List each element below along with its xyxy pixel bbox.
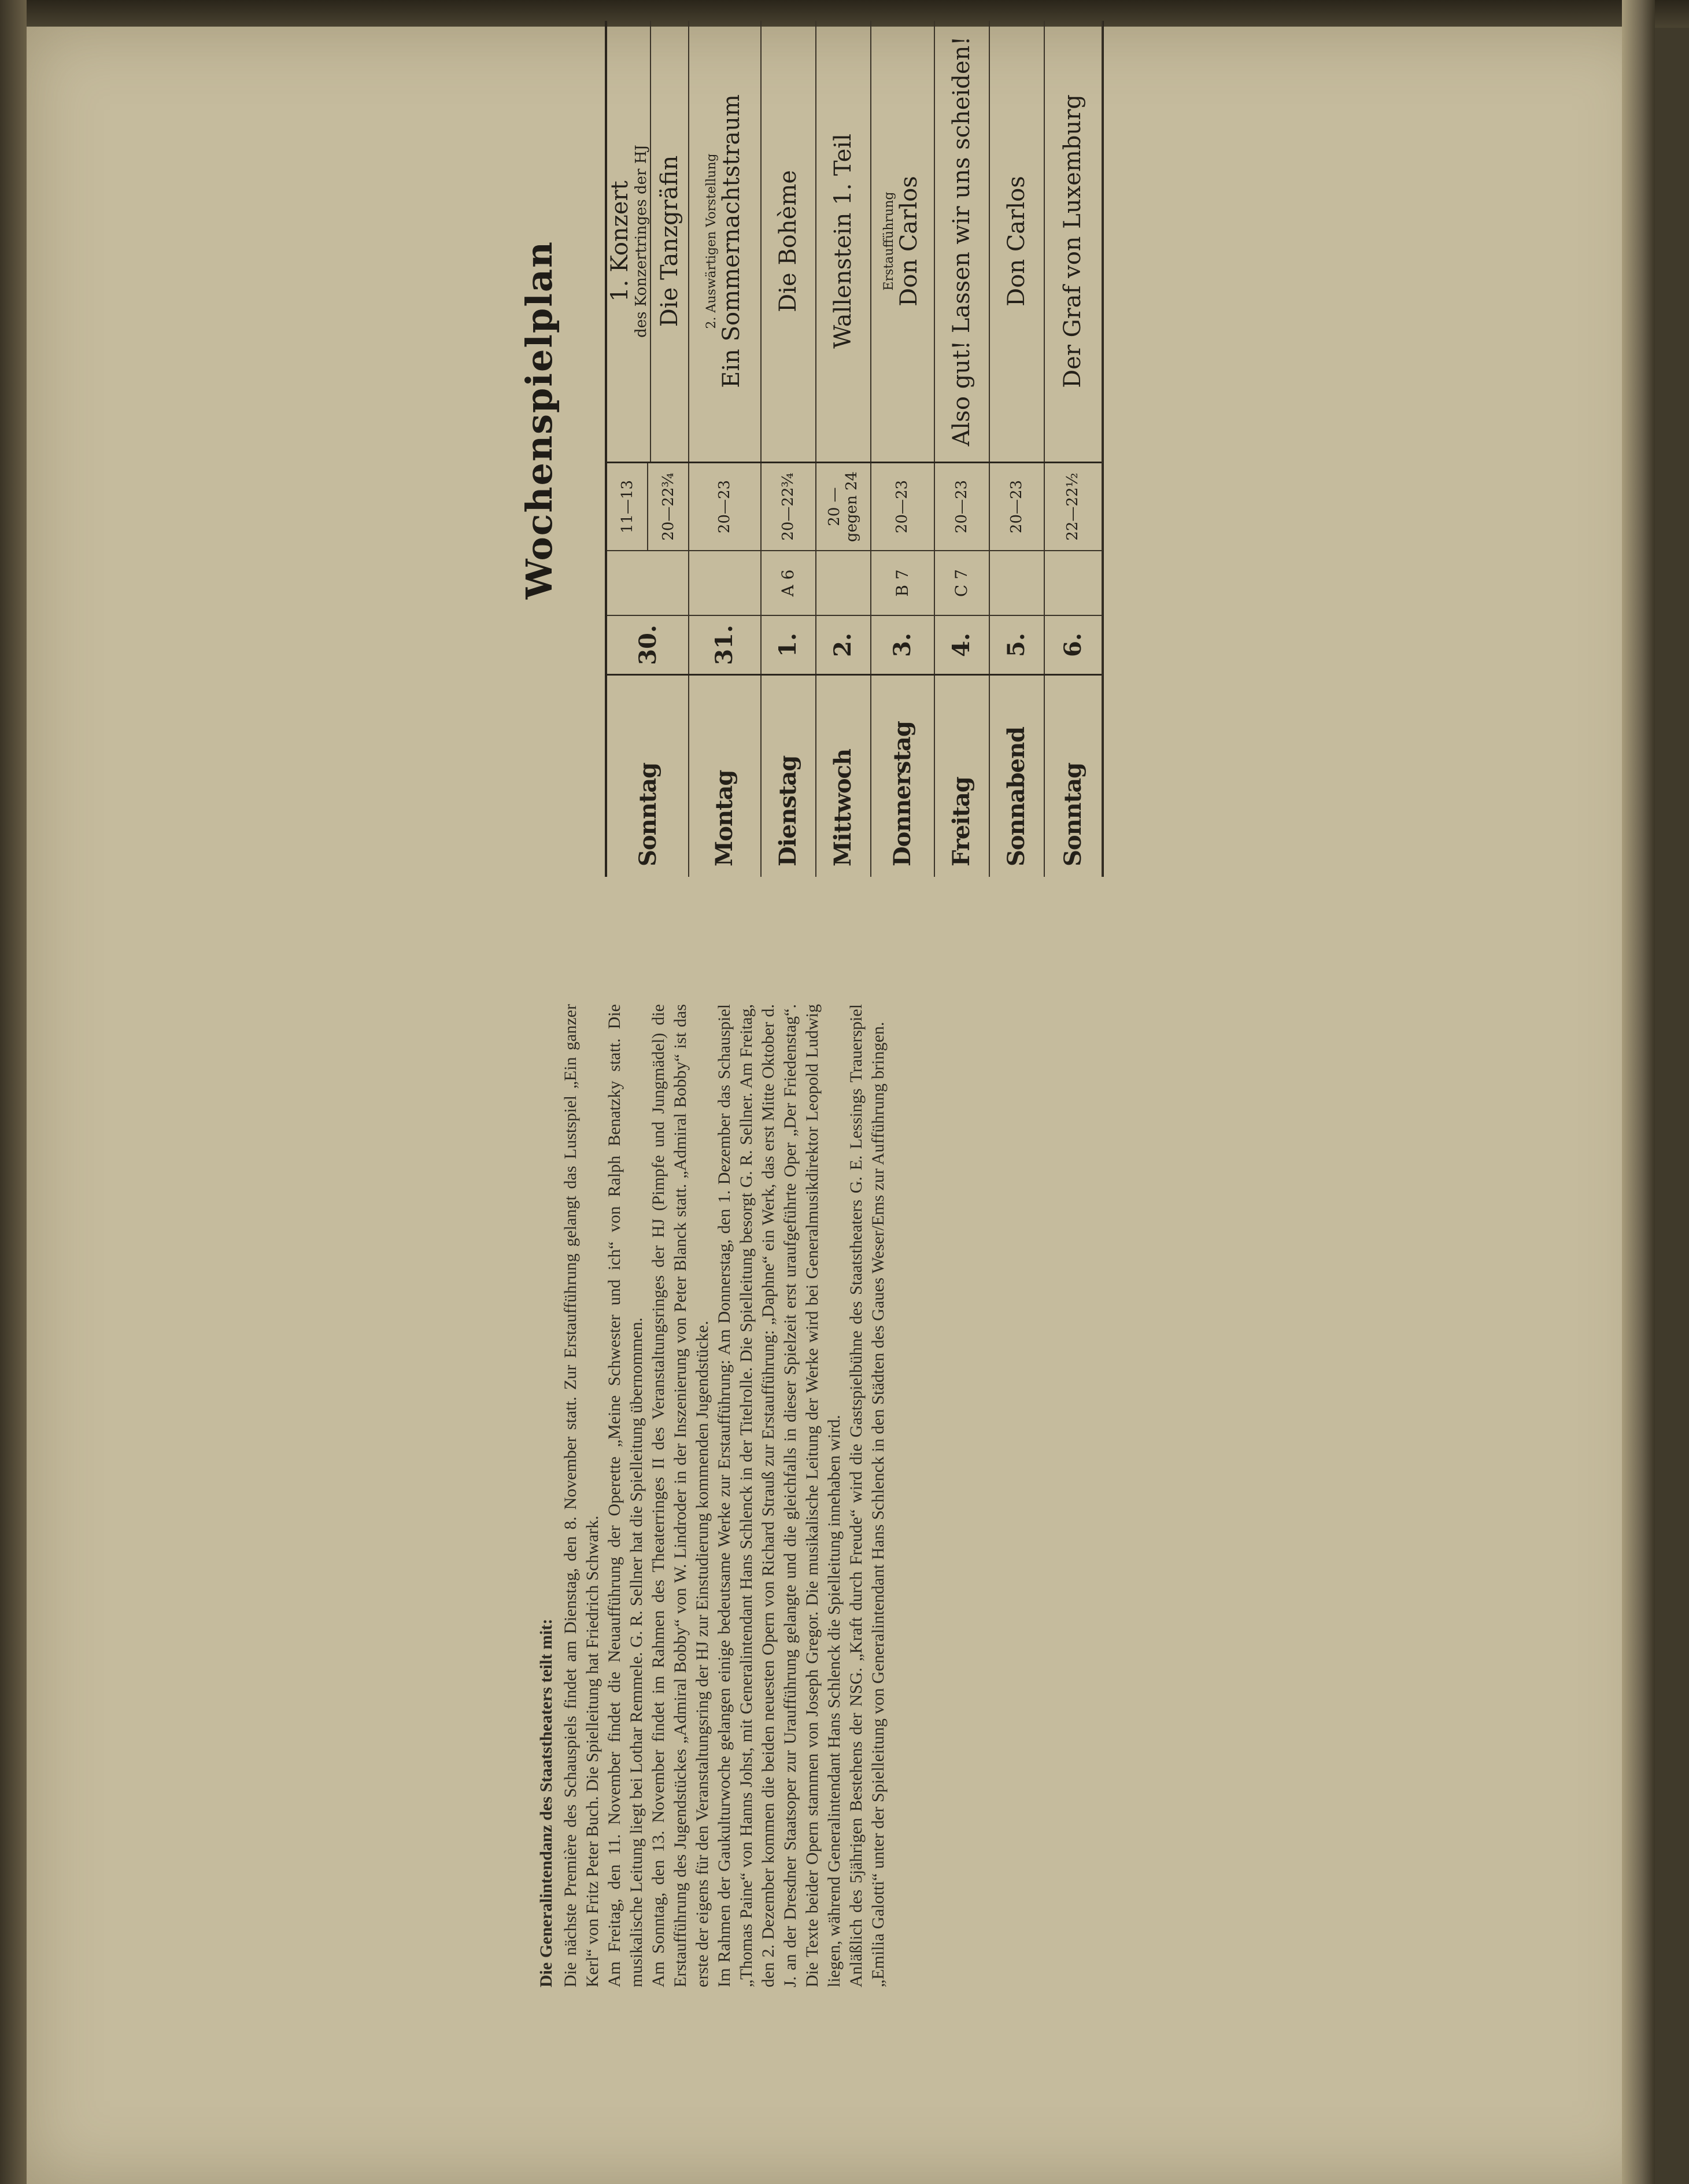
schedule-title: Die Bohème [774, 170, 801, 312]
schedule-code [989, 550, 1044, 615]
schedule-day: Sonntag [1044, 674, 1102, 877]
schedule-date: 5. [989, 615, 1044, 674]
schedule-date: 30. [607, 615, 688, 674]
schedule-time-cell [989, 462, 1044, 550]
schedule-time-cell [1044, 462, 1102, 550]
schedule-date: 31. [688, 615, 760, 674]
schedule-date: 2. [815, 615, 870, 674]
plan-title: Wochenspielplan [518, 240, 560, 600]
article-paragraph: Am Freitag, den 11. November findet die Neuaufführung der Operette „Meine Schwester und ich“ von Ralph Benatzky statt. Die musikalische Leitung liegt bei Lothar Remmele. G. R. Sellner hat die Spielleitung übernommen. [605, 1004, 646, 1987]
schedule-title-cell [688, 21, 760, 462]
schedule-time-cell [815, 462, 870, 550]
paper-page [27, 27, 1655, 2184]
weekly-schedule-table [605, 21, 1104, 877]
schedule-code: A 6 [760, 550, 815, 615]
schedule-row [1044, 21, 1103, 877]
schedule-title-cell [607, 21, 688, 462]
schedule-title-cell [815, 21, 870, 462]
schedule-day: Montag [688, 674, 760, 877]
schedule-row [760, 21, 816, 877]
schedule-row [815, 21, 871, 877]
schedule-time: 20 — gegen 24 [825, 471, 860, 543]
schedule-title: 1. Konzert [607, 180, 633, 302]
rotated-page-content [27, 27, 1655, 2184]
schedule-title-cell [989, 21, 1044, 462]
schedule-date: 1. [760, 615, 815, 674]
schedule-subtitle: des Konzertringes der HJ [633, 145, 650, 338]
schedule-code [607, 550, 688, 615]
schedule-row [607, 21, 689, 877]
schedule-time-cell [607, 462, 688, 550]
schedule-code [1044, 550, 1102, 615]
book-spine [1622, 0, 1655, 2184]
schedule-day: Sonnabend [989, 674, 1044, 877]
schedule-code: B 7 [870, 550, 934, 615]
schedule-note: 2. Auswärtigen Vorstellung [704, 153, 719, 329]
schedule-date: 3. [870, 615, 934, 674]
schedule-title: Also gut! Lassen wir uns scheiden! [948, 36, 975, 447]
schedule-title-cell [870, 21, 934, 462]
schedule-time-cell [870, 462, 934, 550]
schedule-date: 6. [1044, 615, 1102, 674]
schedule-time: 20—23 [893, 479, 911, 534]
schedule-title: Ein Sommernachtstraum [718, 94, 745, 388]
schedule-title-block [650, 21, 688, 462]
schedule-day: Freitag [934, 674, 989, 877]
schedule-title-cell [760, 21, 815, 462]
schedule-title: Die Tanzgräfin [656, 155, 683, 327]
schedule-code [688, 550, 760, 615]
article-paragraph: Anläßlich des 5jährigen Bestehens der NSG. „Kraft durch Freude“ wird die Gastspielbühne des Staatstheaters G. E. Lessings Trauerspiel „Emilia Galotti“ unter der Spielleitung von Generalintendant Hans Schlenck in den Städten des Gaues Weser/Ems zur Aufführung bringen. [847, 1004, 888, 1987]
schedule-row [688, 21, 762, 877]
schedule-title: Don Carlos [896, 176, 922, 307]
schedule-time: 22—22½ [1064, 473, 1081, 541]
schedule-time-cell [688, 462, 760, 550]
schedule-row [934, 21, 990, 877]
schedule-time: 11—13 [618, 479, 636, 534]
schedule-day: Mittwoch [815, 674, 870, 877]
announcement-article [535, 1004, 889, 1987]
schedule-code: C 7 [934, 550, 989, 615]
schedule-title: Wallenstein 1. Teil [829, 134, 856, 349]
schedule-time: 20—22¾ [647, 463, 688, 550]
schedule-title: Der Graf von Luxemburg [1059, 94, 1086, 388]
schedule-time: 20—22¾ [779, 473, 797, 541]
article-paragraph: Am Sonntag, den 13. November findet im Rahmen des Theaterringes II des Veranstaltungsringes der HJ (Pimpfe und Jungmädel) die Erstaufführung des Jugendstückes „Admiral Bobby“ von W. Lindroder in der Inszenierung von Peter Blanck statt. „Admiral Bobby“ ist das erste der eigens für den Veranstaltungsring der HJ zur Einstudierung kommenden Jugendstücke. [649, 1004, 712, 1987]
schedule-time-cell [934, 462, 989, 550]
schedule-title-cell [934, 21, 989, 462]
schedule-row [989, 21, 1045, 877]
schedule-title-cell [1044, 21, 1102, 462]
schedule-day: Donnerstag [870, 674, 934, 877]
article-paragraph: Im Rahmen der Gaukulturwoche gelangen einige bedeutsame Werke zur Erstaufführung: Am Donnerstag, den 1. Dezember das Schauspiel „Thomas Paine“ von Hanns Johst, mit Generalintendant Hans Schlenck in der Titelrolle. Die Spielleitung besorgt G. R. Sellner. Am Freitag, den 2. Dezember kommen die beiden neuesten Opern von Richard Strauß zur Erstaufführung: „Daphne“ ein Werk, das erst Mitte Oktober d. J. an der Dresdner Staatsoper zur Uraufführung gelangte und die gleichfalls in dieser Spielzeit erst uraufgeführte Oper „Der Friedenstag“. Die Texte beider Opern stammen von Joseph Gregor. Die musikalische Leitung der Werke wird bei Generalmusikdirektor Leopold Ludwig liegen, während Generalintendant Hans Schlenck die Spielleitung innehaben wird. [715, 1004, 844, 1987]
article-paragraph: Die nächste Première des Schauspiels findet am Dienstag, den 8. November statt. Zur Erstaufführung gelangt das Lustspiel „Ein ganzer Kerl“ von Fritz Peter Buch. Die Spielleitung hat Friedrich Schwark. [561, 1004, 602, 1987]
schedule-date: 4. [934, 615, 989, 674]
schedule-title-block [607, 21, 650, 462]
schedule-day: Dienstag [760, 674, 815, 877]
schedule-time: 20—23 [952, 479, 970, 534]
schedule-day: Sonntag [607, 674, 688, 877]
schedule-row [870, 21, 935, 877]
schedule-time: 20—23 [1007, 479, 1025, 534]
schedule-time-cell [760, 462, 815, 550]
schedule-title: Don Carlos [1003, 176, 1030, 307]
article-heading: Die Generalintendanz des Staatstheaters teilt mit: [537, 1618, 556, 1987]
schedule-code [815, 550, 870, 615]
scan-border-left [0, 0, 27, 2184]
schedule-time: 20—23 [715, 479, 733, 534]
schedule-note: Erstaufführung [882, 191, 896, 291]
